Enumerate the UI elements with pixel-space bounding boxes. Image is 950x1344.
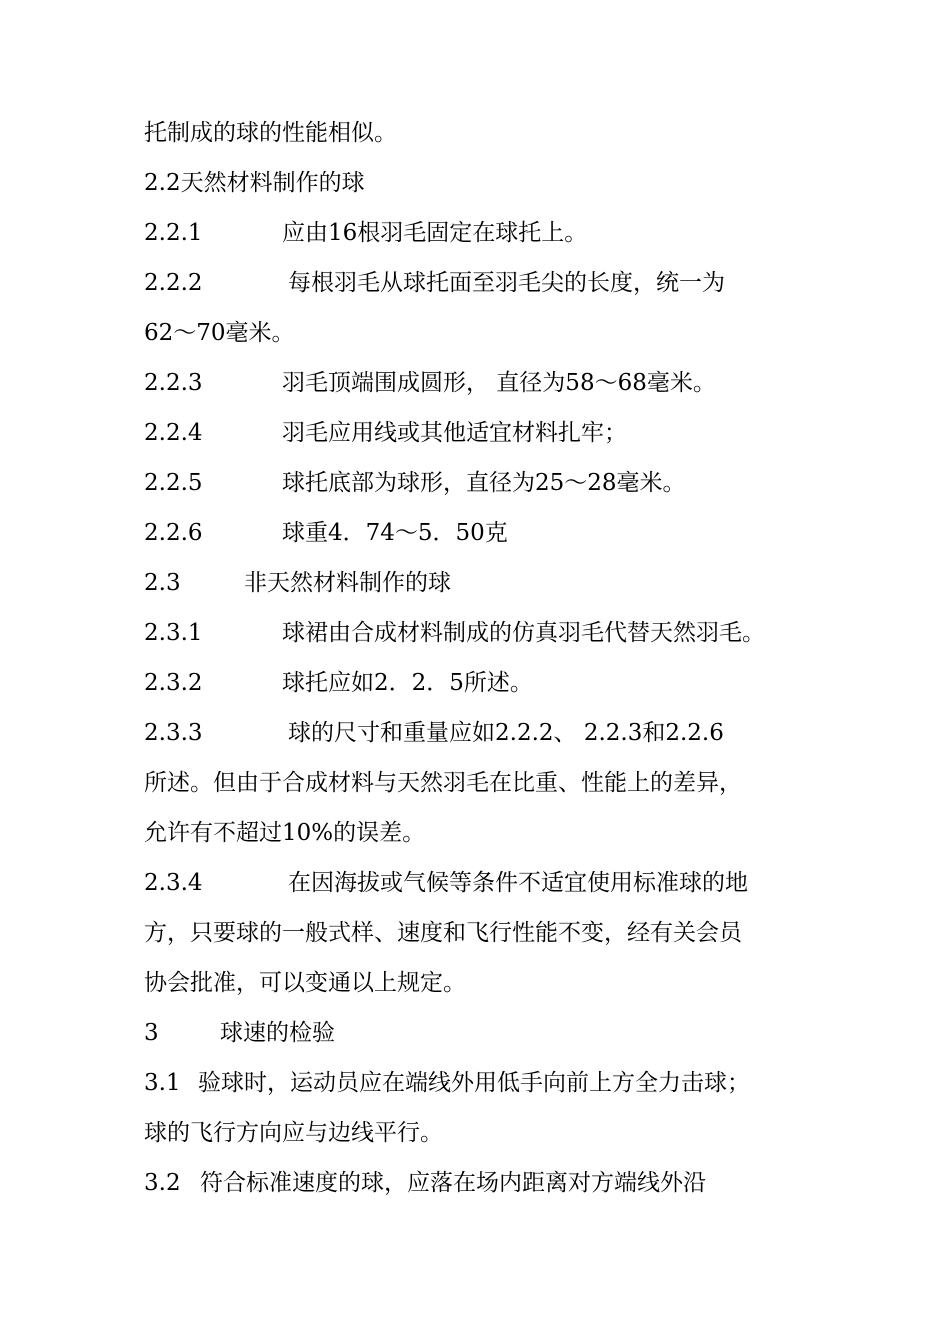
paragraph-line <box>144 916 824 950</box>
numbered-clause <box>144 1166 824 1200</box>
clause-number: 2.2.2 <box>144 270 203 296</box>
clause-number: 2.2.4 <box>144 420 203 446</box>
clause-text: 球托底部为球形，直径为25～28毫米。 <box>282 470 686 496</box>
line-text: 协会批准，可以变通以上规定。 <box>144 970 466 996</box>
numbered-clause <box>144 666 824 700</box>
line-text: 方，只要球的一般式样、速度和飞行性能不变，经有关会员 <box>144 920 742 946</box>
clause-text: 球重4．74～5．50克 <box>282 520 508 546</box>
clause-text: 验球时，运动员应在端线外用低手向前上方全力击球； <box>198 1070 750 1096</box>
clause-number: 3.2 <box>144 1170 181 1196</box>
clause-number: 2.2.5 <box>144 470 203 496</box>
clause-text: 羽毛应用线或其他适宜材料扎牢； <box>282 420 627 446</box>
clause-number: 2.3.4 <box>144 870 203 896</box>
line-text: 所述。但由于合成材料与天然羽毛在比重、性能上的差异， <box>144 770 742 796</box>
paragraph-line <box>144 966 824 1000</box>
paragraph-line <box>144 766 824 800</box>
clause-number: 2.2.3 <box>144 370 203 396</box>
paragraph-line <box>144 116 824 150</box>
section-heading <box>144 566 824 600</box>
clause-text: 应由16根羽毛固定在球托上。 <box>282 220 588 246</box>
numbered-clause <box>144 366 824 400</box>
numbered-clause <box>144 266 824 300</box>
clause-number: 2.3.2 <box>144 670 203 696</box>
numbered-clause <box>144 616 824 650</box>
paragraph-line <box>144 316 824 350</box>
numbered-clause <box>144 516 824 550</box>
clause-text: 球速的检验 <box>220 1020 335 1046</box>
clause-text: 非天然材料制作的球 <box>244 570 451 596</box>
line-text: 62～70毫米。 <box>144 320 295 346</box>
clause-number: 2.2.1 <box>144 220 203 246</box>
clause-number: 2.2.6 <box>144 520 203 546</box>
clause-number: 3 <box>144 1020 159 1046</box>
section-heading <box>144 1016 824 1050</box>
numbered-clause <box>144 416 824 450</box>
line-text: 托制成的球的性能相似。 <box>144 120 397 146</box>
clause-number: 2.3.3 <box>144 720 203 746</box>
numbered-clause <box>144 216 824 250</box>
paragraph-line <box>144 816 824 850</box>
paragraph-line <box>144 1116 824 1150</box>
clause-text: 球托应如2．2．5所述。 <box>282 670 533 696</box>
clause-text: 每根羽毛从球托面至羽毛尖的长度，统一为 <box>288 270 725 296</box>
clause-text: 羽毛顶端围成圆形， 直径为58～68毫米。 <box>282 370 716 396</box>
line-text: 球的飞行方向应与边线平行。 <box>144 1120 443 1146</box>
clause-text: 球裙由合成材料制成的仿真羽毛代替天然羽毛。 <box>282 620 765 646</box>
line-text: 允许有不超过10%的误差。 <box>144 820 426 846</box>
clause-number: 2.3.1 <box>144 620 203 646</box>
numbered-clause <box>144 866 824 900</box>
clause-number: 3.1 <box>144 1070 181 1096</box>
numbered-clause <box>144 716 824 750</box>
numbered-clause <box>144 1066 824 1100</box>
clause-text: 球的尺寸和重量应如2.2.2、 2.2.3和2.2.6 <box>288 720 724 746</box>
line-text: 2.2天然材料制作的球 <box>144 170 365 196</box>
clause-text: 在因海拔或气候等条件不适宜使用标准球的地 <box>288 870 748 896</box>
numbered-clause <box>144 466 824 500</box>
section-heading <box>144 166 824 200</box>
clause-text: 符合标准速度的球，应落在场内距离对方端线外沿 <box>200 1170 706 1196</box>
clause-number: 2.3 <box>144 570 181 596</box>
